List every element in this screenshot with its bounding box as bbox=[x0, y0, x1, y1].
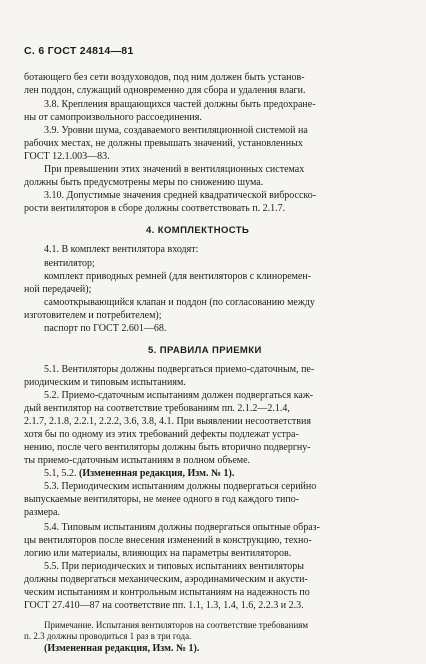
text-line: комплект приводных ремней (для вентиляторов с клиноремен- bbox=[44, 271, 312, 282]
text-line: ны от самопроизвольного рассоединения. bbox=[24, 112, 202, 123]
text-line: 5.3. Периодическим испытаниям должны подвергаться серийно bbox=[44, 481, 317, 492]
text-line: 5.2. Приемо-сдаточным испытаниям должен подвергаться каж- bbox=[44, 390, 314, 401]
text-line: рости вентиляторов в сборе должны соответствовать п. 2.1.7. bbox=[24, 203, 286, 214]
text-line: ГОСТ 12.1.003—83. bbox=[24, 151, 110, 162]
section-heading: 5. ПРАВИЛА ПРИЕМКИ bbox=[148, 345, 262, 356]
text-line: ГОСТ 27.410—87 на соответствие пп. 1.1, 1.3, 1.4, 1.6, 2.2.3 и 2.3. bbox=[24, 600, 304, 611]
section-heading: 4. КОМПЛЕКТНОСТЬ bbox=[146, 225, 250, 236]
text-line: ты приемо-сдаточным испытаниям в полном объеме. bbox=[24, 455, 251, 466]
text-line bbox=[44, 468, 234, 480]
text-line: 5.5. При периодических и типовых испытаниях вентиляторы bbox=[44, 561, 304, 572]
text-line: дый вентилятор на соответствие требованиям пп. 2.1.2—2.1.4, bbox=[24, 403, 290, 414]
text-line: изготовителем и потребителем); bbox=[24, 310, 162, 321]
text-line: цы вентиляторов после внесения изменений в конструкцию, техно- bbox=[24, 535, 312, 546]
text-line: самооткрывающийся клапан и поддон (по согласованию между bbox=[44, 297, 315, 308]
text-line: ботающего без сети воздуховодов, под ним должен быть установ- bbox=[24, 72, 305, 83]
text-line: размера. bbox=[24, 507, 60, 518]
text-line: лен поддон, служащий одновременно для сбора и удаления влаги. bbox=[24, 85, 306, 96]
text-line: 2.1.7, 2.1.8, 2.2.1, 2.2.2, 3.6, 3.8, 4.1. При выявлении несоответствия bbox=[24, 416, 311, 427]
text-line: хотя бы по одному из этих требований дефекты подлежат устра- bbox=[24, 429, 299, 440]
text-line: ческим испытаниям и контрольным испытаниям на надежность по bbox=[24, 587, 310, 598]
text-line: При превышении этих значений в вентиляционных системах bbox=[44, 164, 305, 175]
text-line: 5.4. Типовым испытаниям должны подвергаться опытные образ- bbox=[44, 522, 320, 533]
amendment-note: (Измененная редакция, Изм. № 1). bbox=[79, 468, 235, 479]
note-line: п. 2.3 должны проводиться 1 раз в три года. bbox=[24, 631, 192, 641]
text-line: логию или материалы, влияющих на параметры вентиляторов. bbox=[24, 548, 292, 559]
text-line: нению, после чего вентиляторы должны быть вторично подвергну- bbox=[24, 442, 311, 453]
amendment-note: (Измененная редакция, Изм. № 1). bbox=[44, 643, 200, 654]
page-header: С. 6 ГОСТ 24814—81 bbox=[24, 45, 134, 57]
text-line: 4.1. В комплект вентилятора входят: bbox=[44, 244, 199, 255]
text-line: 3.8. Крепления вращающихся частей должны быть предохране- bbox=[44, 99, 316, 110]
text-line: 3.9. Уровни шума, создаваемого вентиляционной системой на bbox=[44, 125, 308, 136]
note-line: Примечание. Испытания вентиляторов на соответствие требованиям bbox=[44, 620, 309, 630]
text-line: рабочих местах, не должны превышать значений, установленных bbox=[24, 138, 303, 149]
text-line: должны подвергаться механическим, аэродинамическим и акусти- bbox=[24, 574, 308, 585]
text-line: риодическим и типовым испытаниям. bbox=[24, 377, 186, 388]
text-line: 3.10. Допустимые значения средней квадратической вибросско- bbox=[44, 190, 317, 201]
text-line: вентилятор; bbox=[44, 258, 95, 269]
text-line: 5.1. Вентиляторы должны подвергаться приемо-сдаточным, пе- bbox=[44, 364, 315, 375]
text-line: паспорт по ГОСТ 2.601—68. bbox=[44, 323, 167, 334]
text-line: должны быть предусмотрены меры по снижению шума. bbox=[24, 177, 264, 188]
text-line: ной передачей); bbox=[24, 284, 92, 295]
text-line: выпускаемые вентиляторы, не менее одного в год каждого типо- bbox=[24, 494, 300, 505]
clause-reference: 5.1, 5.2. bbox=[44, 468, 77, 479]
